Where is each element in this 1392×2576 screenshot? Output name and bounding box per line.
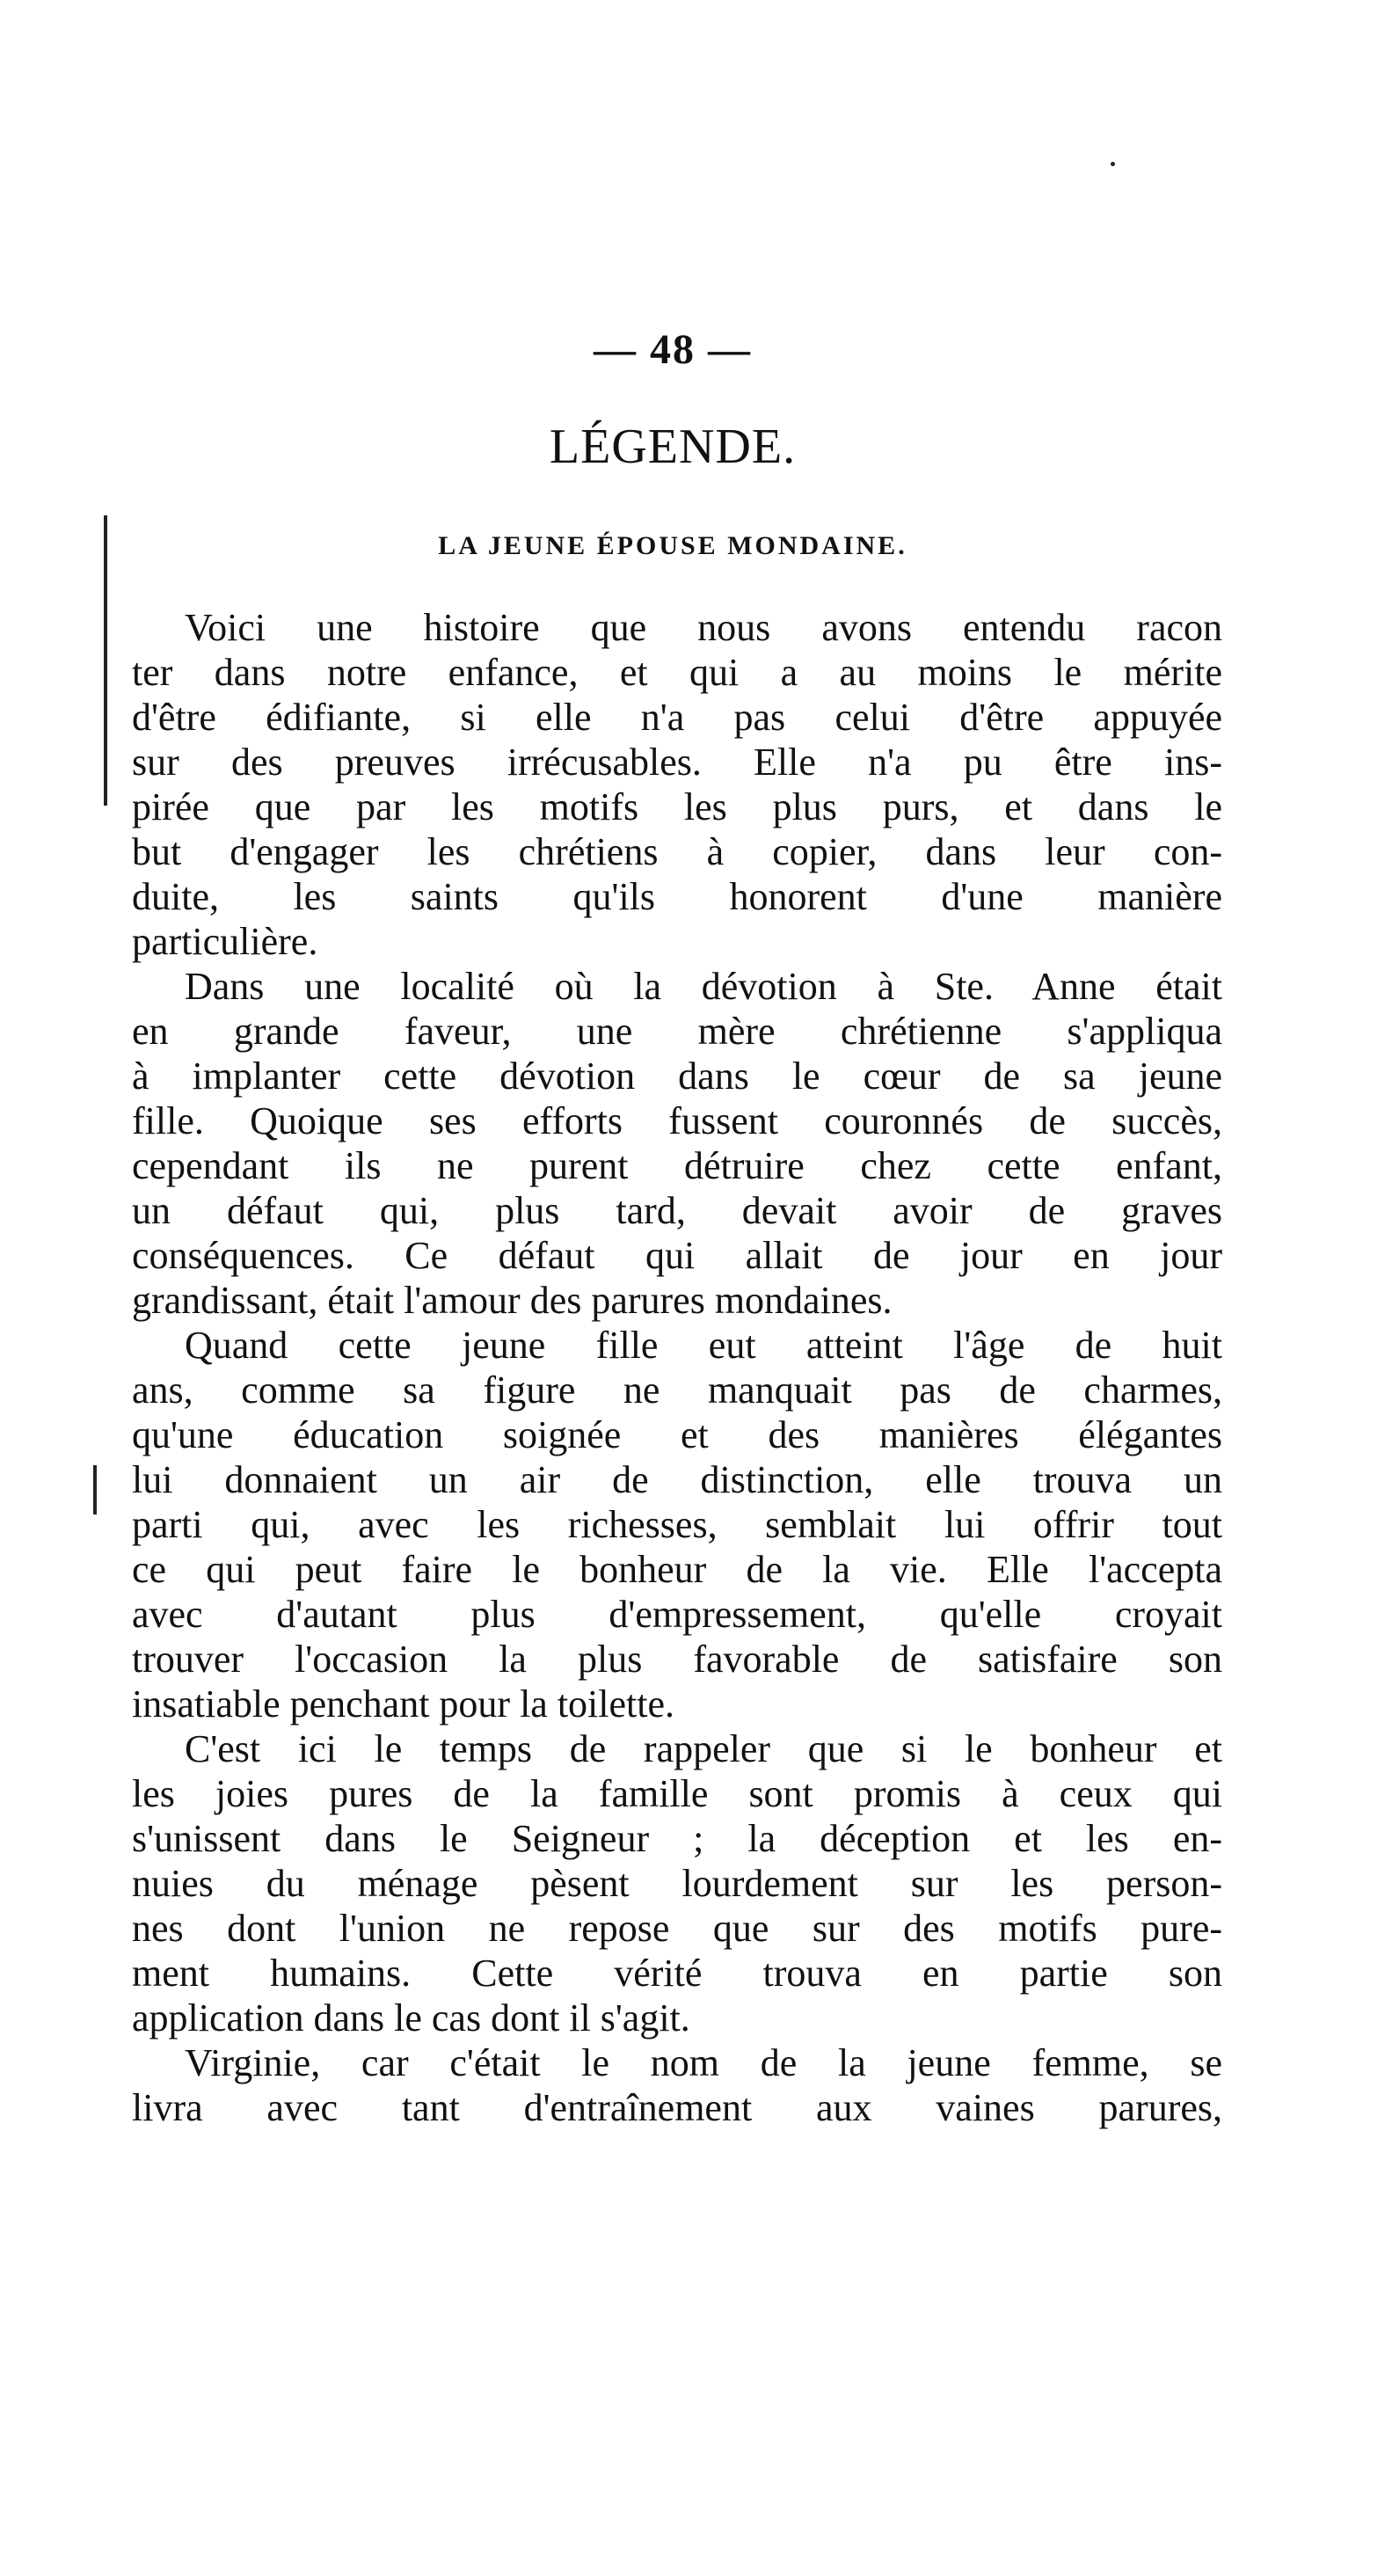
text-line: ter dans notre enfance, et qui a au moins le mérite [132,651,1222,694]
text-line: parti qui, avec les richesses, semblait lui offrir tout [132,1503,1222,1546]
text-line: lui donnaient un air de distinction, elle trouva un [132,1458,1222,1501]
text-line: cependant ils ne purent détruire chez cette enfant, [132,1144,1222,1187]
text-line: C'est ici le temps de rappeler que si le bonheur et [185,1727,1222,1770]
text-line: application dans le cas dont il s'agit. [132,1996,690,2040]
text-line: Quand cette jeune fille eut atteint l'âge de huit [185,1324,1222,1367]
text-line: Dans une localité où la dévotion à Ste. Anne était [185,965,1222,1008]
text-line: ce qui peut faire le bonheur de la vie. Elle l'accepta [132,1548,1222,1591]
text-line: grandissant, était l'amour des parures mondaines. [132,1279,893,1322]
text-line: insatiable penchant pour la toilette. [132,1682,675,1726]
text-line: à implanter cette dévotion dans le cœur de sa jeune [132,1054,1222,1098]
text-line: avec d'autant plus d'empressement, qu'elle croyait [132,1593,1222,1636]
ink-speck [1111,162,1115,166]
text-line: ans, comme sa figure ne manquait pas de charmes, [132,1368,1222,1412]
page-subtitle: LA JEUNE ÉPOUSE MONDAINE. [438,531,907,560]
text-line: qu'une éducation soignée et des manières élégantes [132,1413,1222,1456]
text-line: fille. Quoique ses efforts fussent couronnés de succès, [132,1099,1222,1142]
page-title: LÉGENDE. [549,420,797,474]
text-line: nuies du ménage pèsent lourdement sur les person- [132,1862,1222,1905]
text-line: s'unissent dans le Seigneur ; la déception et les en- [132,1817,1222,1860]
text-line: nes dont l'union ne repose que sur des motifs pure- [132,1907,1222,1950]
text-line: pirée que par les motifs les plus purs, et dans le [132,785,1222,828]
text-line: un défaut qui, plus tard, devait avoir de graves [132,1189,1222,1232]
body-text [132,605,1222,2130]
text-line: les joies pures de la famille sont promis à ceux qui [132,1772,1222,1815]
text-line: livra avec tant d'entraînement aux vaines parures, [132,2086,1222,2129]
text-line: particulière. [132,920,318,963]
page-number: — 48 — [594,326,752,373]
margin-mark [104,515,107,806]
margin-mark [93,1465,97,1514]
text-line: en grande faveur, une mère chrétienne s'appliqua [132,1010,1222,1053]
text-line: duite, les saints qu'ils honorent d'une manière [132,875,1222,918]
text-line: Virginie, car c'était le nom de la jeune femme, se [185,2041,1222,2084]
text-line: Voici une histoire que nous avons entendu racon [185,606,1222,649]
text-line: sur des preuves irrécusables. Elle n'a pu être ins- [132,741,1222,784]
text-line: but d'engager les chrétiens à copier, dans leur con- [132,830,1222,873]
text-line: conséquences. Ce défaut qui allait de jour en jour [132,1234,1222,1277]
text-line: trouver l'occasion la plus favorable de satisfaire son [132,1638,1222,1681]
text-line: ment humains. Cette vérité trouva en partie son [132,1952,1222,1995]
text-line: d'être édifiante, si elle n'a pas celui d'être appuyée [132,696,1222,739]
